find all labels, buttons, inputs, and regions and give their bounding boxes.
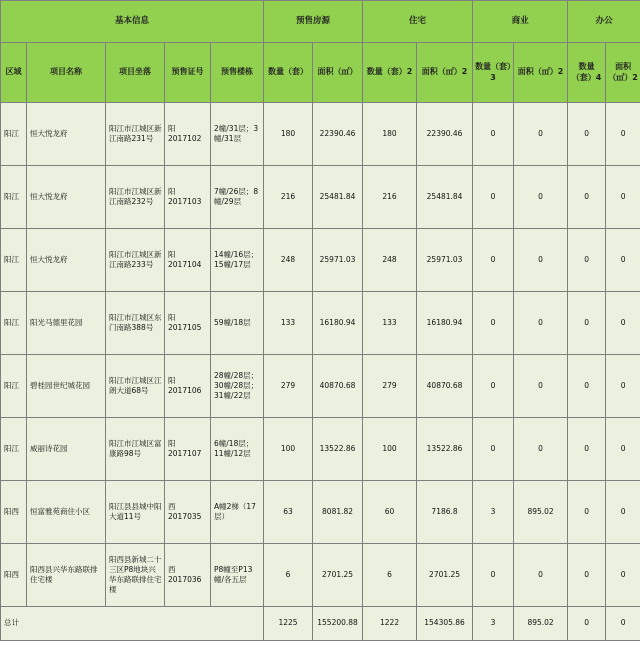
- cell-total-units: 216: [264, 166, 313, 229]
- cell-off-units: 0: [568, 481, 606, 544]
- cell-project-name: 阳西县兴华东路联排住宅楼: [27, 544, 106, 607]
- cell-com-area: 0: [514, 355, 568, 418]
- cell-total-area: 8081.82: [313, 481, 363, 544]
- cell-com-units: 0: [473, 355, 514, 418]
- group-basic-info: 基本信息: [1, 1, 264, 43]
- cell-res-area: 16180.94: [417, 292, 473, 355]
- cell-project-name: 威丽诗花园: [27, 418, 106, 481]
- cell-building: 14幢/16层；15幢/17层: [211, 229, 264, 292]
- total-label: 总计: [1, 607, 264, 641]
- col-header: 项目名称: [27, 43, 106, 103]
- cell-com-units: 0: [473, 544, 514, 607]
- cell-building: 7幢/26层；8幢/29层: [211, 166, 264, 229]
- cell-off-units: 0: [568, 544, 606, 607]
- col-header: 面积（㎡）2: [606, 43, 640, 103]
- total-total-area: 155200.88: [313, 607, 363, 641]
- cell-off-units: 0: [568, 418, 606, 481]
- cell-off-units: 0: [568, 103, 606, 166]
- cell-total-units: 279: [264, 355, 313, 418]
- cell-com-units: 0: [473, 229, 514, 292]
- cell-res-units: 216: [363, 166, 417, 229]
- cell-location: 阳江县县城中阳大道11号: [106, 481, 165, 544]
- table-row: [1, 292, 640, 355]
- cell-building: P8幢至P13幢/各五层: [211, 544, 264, 607]
- table-row: [1, 418, 640, 481]
- cell-permit: 阳2017106: [165, 355, 211, 418]
- cell-off-units: 0: [568, 229, 606, 292]
- cell-com-units: 3: [473, 481, 514, 544]
- cell-off-area: 0: [606, 355, 640, 418]
- group-header-row: [1, 1, 640, 43]
- total-off-units: 0: [568, 607, 606, 641]
- cell-area: 阳江: [1, 229, 27, 292]
- cell-project-name: 恒大悦龙府: [27, 103, 106, 166]
- table-row: [1, 229, 640, 292]
- cell-location: 阳江市江城区东门南路388号: [106, 292, 165, 355]
- cell-res-area: 7186.8: [417, 481, 473, 544]
- col-header: 数量（套）: [264, 43, 313, 103]
- cell-permit: 阳2017105: [165, 292, 211, 355]
- cell-total-units: 133: [264, 292, 313, 355]
- cell-res-units: 100: [363, 418, 417, 481]
- cell-com-area: 895.02: [514, 481, 568, 544]
- cell-com-units: 0: [473, 166, 514, 229]
- col-header: 面积（㎡）2: [514, 43, 568, 103]
- group-commercial: 商业: [473, 1, 568, 43]
- group-residential: 住宅: [363, 1, 473, 43]
- cell-res-units: 6: [363, 544, 417, 607]
- cell-com-area: 0: [514, 544, 568, 607]
- cell-res-area: 25971.03: [417, 229, 473, 292]
- cell-area: 阳江: [1, 166, 27, 229]
- cell-off-units: 0: [568, 355, 606, 418]
- cell-building: 59幢/18层: [211, 292, 264, 355]
- col-header: 数量（套）3: [473, 43, 514, 103]
- cell-res-area: 13522.86: [417, 418, 473, 481]
- cell-com-units: 0: [473, 418, 514, 481]
- cell-permit: 阳2017102: [165, 103, 211, 166]
- cell-building: 6幢/18层；11幢/12层: [211, 418, 264, 481]
- col-header: 面积（㎡）2: [417, 43, 473, 103]
- cell-total-area: 25971.03: [313, 229, 363, 292]
- cell-res-units: 60: [363, 481, 417, 544]
- cell-project-name: 碧桂园世纪城花园: [27, 355, 106, 418]
- cell-res-area: 40870.68: [417, 355, 473, 418]
- total-res-units: 1222: [363, 607, 417, 641]
- cell-project-name: 恒富雅苑商住小区: [27, 481, 106, 544]
- cell-total-area: 25481.84: [313, 166, 363, 229]
- cell-permit: 西2017036: [165, 544, 211, 607]
- cell-res-units: 279: [363, 355, 417, 418]
- cell-project-name: 恒大悦龙府: [27, 229, 106, 292]
- cell-res-area: 22390.46: [417, 103, 473, 166]
- cell-total-units: 180: [264, 103, 313, 166]
- col-header: 区域: [1, 43, 27, 103]
- cell-area: 阳西: [1, 481, 27, 544]
- cell-area: 阳江: [1, 418, 27, 481]
- cell-com-area: 0: [514, 418, 568, 481]
- cell-location: 阳江市江城区江朗大道68号: [106, 355, 165, 418]
- table-row: [1, 544, 640, 607]
- cell-total-area: 2701.25: [313, 544, 363, 607]
- column-header-row: [1, 43, 640, 103]
- cell-permit: 阳2017107: [165, 418, 211, 481]
- cell-off-units: 0: [568, 292, 606, 355]
- cell-res-units: 133: [363, 292, 417, 355]
- cell-area: 阳江: [1, 355, 27, 418]
- cell-project-name: 恒大悦龙府: [27, 166, 106, 229]
- cell-area: 阳江: [1, 292, 27, 355]
- cell-location: 阳江市江城区新江南路233号: [106, 229, 165, 292]
- cell-res-units: 248: [363, 229, 417, 292]
- cell-off-area: 0: [606, 103, 640, 166]
- cell-permit: 西2017035: [165, 481, 211, 544]
- group-office: 办公: [568, 1, 640, 43]
- col-header: 面积（㎡）: [313, 43, 363, 103]
- cell-area: 阳江: [1, 103, 27, 166]
- cell-off-area: 0: [606, 292, 640, 355]
- col-header: 数量（套）2: [363, 43, 417, 103]
- cell-off-units: 0: [568, 166, 606, 229]
- cell-total-area: 13522.86: [313, 418, 363, 481]
- col-header: 项目坐落: [106, 43, 165, 103]
- cell-location: 阳江市江城区新江南路231号: [106, 103, 165, 166]
- cell-com-units: 0: [473, 292, 514, 355]
- cell-location: 阳西县新城二十三区P8地块兴华东路联排住宅楼: [106, 544, 165, 607]
- cell-off-area: 0: [606, 229, 640, 292]
- cell-location: 阳江市江城区富康路98号: [106, 418, 165, 481]
- cell-total-units: 6: [264, 544, 313, 607]
- total-res-area: 154305.86: [417, 607, 473, 641]
- cell-building: 28幢/28层；30幢/28层；31幢/22层: [211, 355, 264, 418]
- cell-project-name: 阳光马德里花园: [27, 292, 106, 355]
- cell-permit: 阳2017104: [165, 229, 211, 292]
- cell-off-area: 0: [606, 481, 640, 544]
- cell-off-area: 0: [606, 166, 640, 229]
- cell-total-units: 248: [264, 229, 313, 292]
- cell-off-area: 0: [606, 544, 640, 607]
- table-row: [1, 481, 640, 544]
- col-header: 预售楼栋: [211, 43, 264, 103]
- cell-building: A幢2梯（17层）: [211, 481, 264, 544]
- cell-total-area: 40870.68: [313, 355, 363, 418]
- cell-total-units: 100: [264, 418, 313, 481]
- cell-res-area: 2701.25: [417, 544, 473, 607]
- col-header: 预售证号: [165, 43, 211, 103]
- cell-total-area: 16180.94: [313, 292, 363, 355]
- total-com-units: 3: [473, 607, 514, 641]
- total-total-units: 1225: [264, 607, 313, 641]
- cell-com-area: 0: [514, 292, 568, 355]
- cell-total-units: 63: [264, 481, 313, 544]
- total-row: [1, 607, 640, 641]
- cell-building: 2幢/31层；3幢/31层: [211, 103, 264, 166]
- table-row: [1, 103, 640, 166]
- table-row: [1, 166, 640, 229]
- group-presale: 预售房源: [264, 1, 363, 43]
- table-row: [1, 355, 640, 418]
- total-com-area: 895.02: [514, 607, 568, 641]
- cell-off-area: 0: [606, 418, 640, 481]
- cell-permit: 阳2017103: [165, 166, 211, 229]
- cell-com-area: 0: [514, 166, 568, 229]
- cell-res-units: 180: [363, 103, 417, 166]
- cell-com-area: 0: [514, 229, 568, 292]
- cell-total-area: 22390.46: [313, 103, 363, 166]
- cell-area: 阳西: [1, 544, 27, 607]
- cell-com-area: 0: [514, 103, 568, 166]
- cell-com-units: 0: [473, 103, 514, 166]
- col-header: 数量（套）4: [568, 43, 606, 103]
- total-off-area: 0: [606, 607, 640, 641]
- cell-res-area: 25481.84: [417, 166, 473, 229]
- cell-location: 阳江市江城区新江南路232号: [106, 166, 165, 229]
